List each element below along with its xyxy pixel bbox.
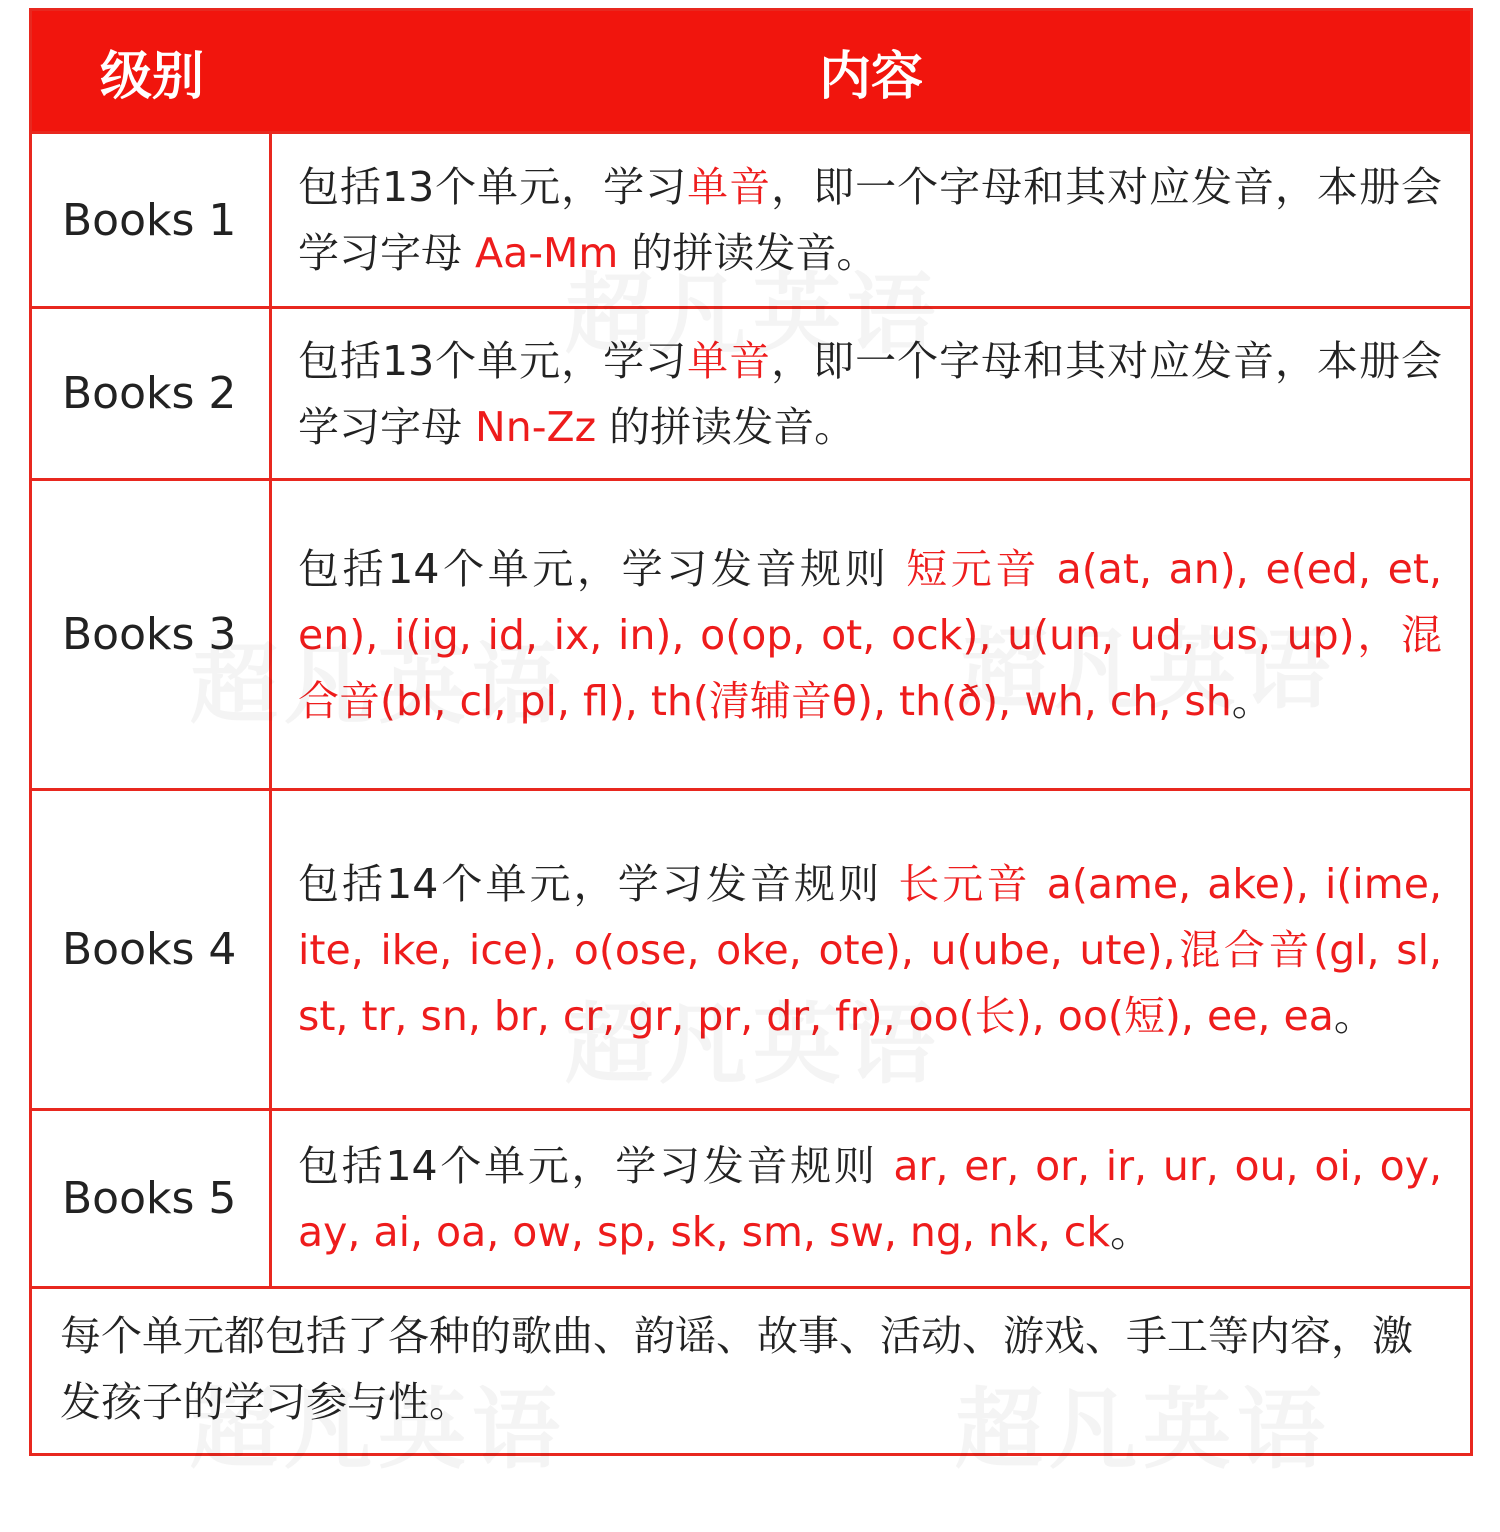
content-text xyxy=(298,154,1442,286)
highlighted-text: ar, er, or, ir, ur, ou, oi, oy, ay, ai, oa, ow, sp, sk, sm, sw, ng, nk, ck xyxy=(298,1141,1443,1256)
table-row-books-1 xyxy=(32,131,1470,306)
plain-text: 包括13个单元，学习 xyxy=(298,336,688,385)
content-text xyxy=(298,851,1442,1049)
plain-text: 。 xyxy=(1231,676,1273,725)
table-footer-note: 每个单元都包括了各种的歌曲、韵谣、故事、活动、游戏、手工等内容，激发孩子的学习参与性。 xyxy=(32,1286,1470,1453)
plain-text: ，即一个字母和其对应发音，本册会学习字母 xyxy=(298,336,1443,451)
plain-text: 的拼读发音。 xyxy=(596,402,856,451)
level-cell: Books 3 xyxy=(32,481,272,788)
table-row-books-4 xyxy=(32,788,1470,1108)
table-row-books-3 xyxy=(32,478,1470,788)
plain-text: 包括14个单元，学习发音规则 xyxy=(298,1141,894,1190)
highlighted-text: 单音 xyxy=(687,163,772,211)
highlighted-text: Nn-Zz xyxy=(475,402,597,451)
content-cell xyxy=(272,134,1470,306)
plain-text: 的拼读发音。 xyxy=(618,229,878,277)
content-text xyxy=(298,328,1442,460)
table-row-books-5 xyxy=(32,1108,1470,1286)
header-level: 级别 xyxy=(99,46,204,107)
level-cell: Books 1 xyxy=(32,134,272,306)
highlighted-text: Aa-Mm xyxy=(475,229,619,277)
table-header xyxy=(32,11,1470,131)
level-cell: Books 2 xyxy=(32,309,272,478)
highlighted-text: 短元音 a(at, an), e(ed, et, en), i(ig, id, ix, in), o(op, ot, ock), u(un, ud, us, up)，混合音(bl, cl, pl, fl), th(清辅音θ), th(ð), wh, ch, sh xyxy=(298,544,1442,725)
plain-text: 。 xyxy=(1110,1207,1152,1256)
header-content: 内容 xyxy=(818,46,923,107)
highlighted-text: 单音 xyxy=(687,336,772,385)
content-cell xyxy=(272,309,1470,478)
plain-text: ，即一个字母和其对应发音，本册会学习字母 xyxy=(298,163,1443,277)
content-cell xyxy=(272,1111,1470,1286)
content-cell xyxy=(272,481,1470,788)
level-cell: Books 5 xyxy=(32,1111,272,1286)
level-cell: Books 4 xyxy=(32,791,272,1108)
course-table xyxy=(29,8,1473,1456)
content-text xyxy=(298,536,1442,734)
plain-text: 包括13个单元，学习 xyxy=(298,163,688,211)
content-text xyxy=(298,1133,1442,1265)
table-row-books-2 xyxy=(32,306,1470,478)
content-cell xyxy=(272,791,1470,1108)
highlighted-text: 长元音 a(ame, ake), i(ime, ite, ike, ice), o(ose, oke, ote), u(ube, ute),混合音(gl, sl, st, tr, sn, br, cr, gr, pr, dr, fr), oo(长), oo(短), ee, ea xyxy=(298,859,1442,1040)
plain-text: 包括14个单元，学习发音规则 xyxy=(298,859,899,908)
plain-text: 。 xyxy=(1333,991,1375,1040)
plain-text: 包括14个单元，学习发音规则 xyxy=(298,544,907,593)
